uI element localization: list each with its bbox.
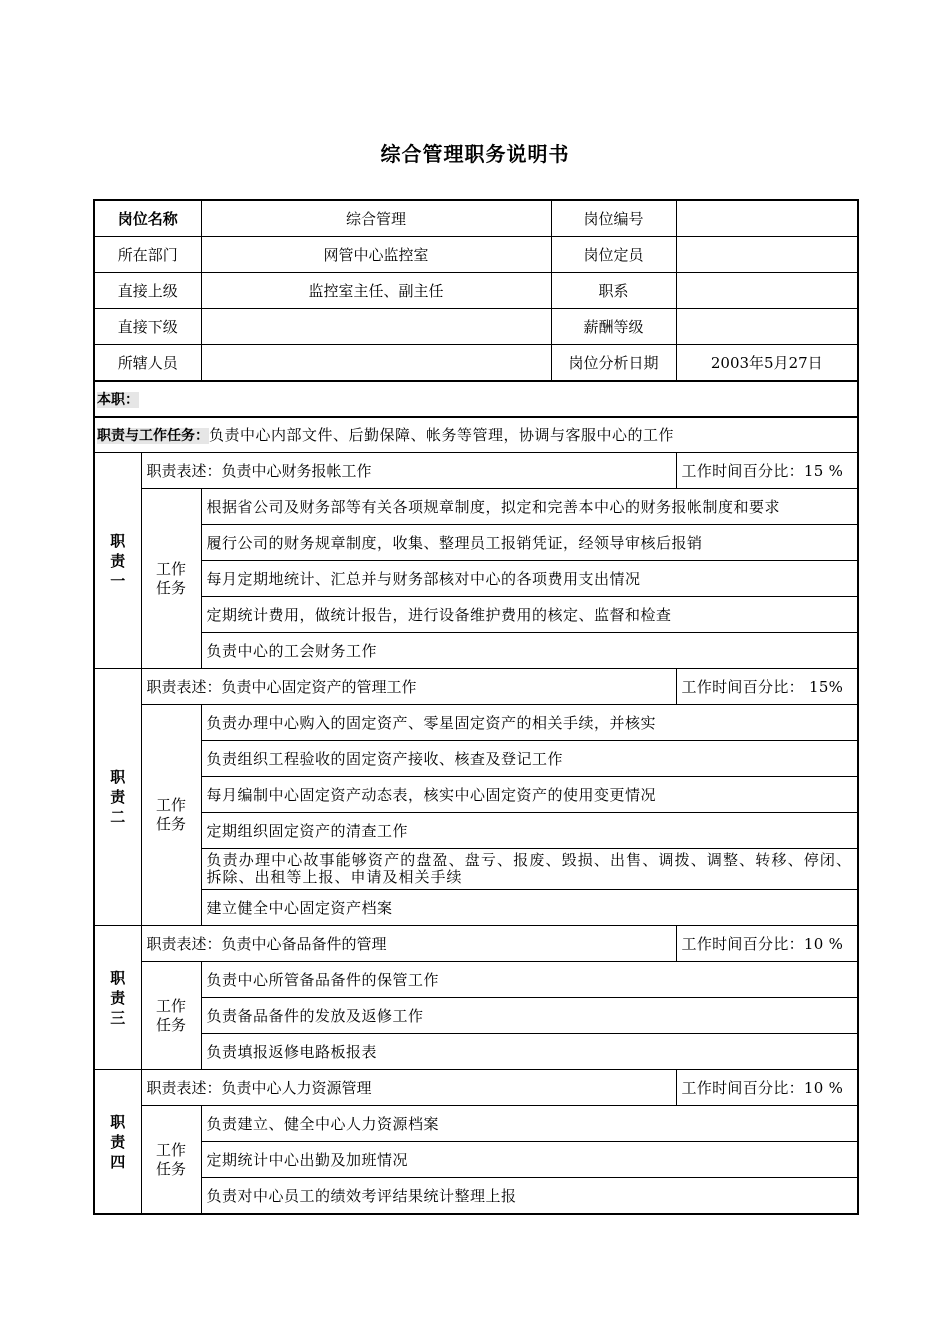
duties-summary-text: 负责中心内部文件、后勤保障、帐务等管理，协调与客服中心的工作 — [209, 425, 675, 444]
superior-value: 监控室主任、副主任 — [201, 273, 551, 309]
task-row — [94, 741, 858, 777]
duty-2-task-5: 负责办理中心故事能够资产的盘盈、盘亏、报废、毁损、出售、调拨、调整、转移、停闭、拆除、出租等上报、申请及相关手续 — [201, 849, 858, 890]
analysis-date-value: 2003年5月27日 — [676, 345, 858, 382]
duty-3-task-1: 负责中心所管备品备件的保管工作 — [201, 962, 858, 998]
duty-2-task-4: 定期组织固定资产的清查工作 — [201, 813, 858, 849]
info-row-department — [94, 237, 858, 273]
analysis-date-label: 岗位分析日期 — [551, 345, 676, 382]
duty-3-label: 职 责 三 — [94, 926, 141, 1070]
duty-3-description: 职责表述：负责中心备品备件的管理 — [141, 926, 676, 962]
duty-4-description: 职责表述：负责中心人力资源管理 — [141, 1070, 676, 1106]
duty-3-desc-row — [94, 926, 858, 962]
duty-2-time-percent: 工作时间百分比： 15% — [676, 669, 858, 705]
position-number-label: 岗位编号 — [551, 200, 676, 237]
superior-label: 直接上级 — [94, 273, 201, 309]
task-row — [94, 1142, 858, 1178]
benzhi-row — [94, 381, 858, 417]
duty-1-description: 职责表述：负责中心财务报帐工作 — [141, 453, 676, 489]
task-row — [94, 561, 858, 597]
task-row — [94, 597, 858, 633]
task-row — [94, 633, 858, 669]
duty-3-task-label: 工作 任务 — [141, 962, 201, 1070]
duty-2-task-6: 建立健全中心固定资产档案 — [201, 890, 858, 926]
duty-2-task-3: 每月编制中心固定资产动态表，核实中心固定资产的使用变更情况 — [201, 777, 858, 813]
task-row — [94, 525, 858, 561]
duty-4-task-1: 负责建立、健全中心人力资源档案 — [201, 1106, 858, 1142]
subordinate-label: 直接下级 — [94, 309, 201, 345]
duty-2-task-2: 负责组织工程验收的固定资产接收、核查及登记工作 — [201, 741, 858, 777]
duty-2-task-1: 负责办理中心购入的固定资产、零星固定资产的相关手续，并核实 — [201, 705, 858, 741]
duty-1-task-3: 每月定期地统计、汇总并与财务部核对中心的各项费用支出情况 — [201, 561, 858, 597]
task-row — [94, 1106, 858, 1142]
duty-1-task-label: 工作 任务 — [141, 489, 201, 669]
task-row — [94, 705, 858, 741]
task-row — [94, 1034, 858, 1070]
task-row — [94, 890, 858, 926]
duty-4-task-2: 定期统计中心出勤及加班情况 — [201, 1142, 858, 1178]
duty-2-desc-row — [94, 669, 858, 705]
duty-1-time-percent: 工作时间百分比：15 % — [676, 453, 858, 489]
duty-4-time-percent: 工作时间百分比：10 % — [676, 1070, 858, 1106]
duty-4-task-3: 负责对中心员工的绩效考评结果统计整理上报 — [201, 1178, 858, 1215]
department-value: 网管中心监控室 — [201, 237, 551, 273]
task-row — [94, 849, 858, 890]
headcount-value — [676, 237, 858, 273]
duty-2-description: 职责表述：负责中心固定资产的管理工作 — [141, 669, 676, 705]
task-row — [94, 962, 858, 998]
job-description-table — [93, 199, 859, 1215]
duties-summary-row — [94, 417, 858, 453]
job-family-label: 职系 — [551, 273, 676, 309]
info-row-superior — [94, 273, 858, 309]
duty-3-time-percent: 工作时间百分比：10 % — [676, 926, 858, 962]
duties-label: 职责与工作任务： — [97, 427, 209, 444]
info-row-staff — [94, 345, 858, 382]
duty-1-task-1: 根据省公司及财务部等有关各项规章制度，拟定和完善本中心的财务报帐制度和要求 — [201, 489, 858, 525]
duty-1-task-5: 负责中心的工会财务工作 — [201, 633, 858, 669]
task-row — [94, 998, 858, 1034]
staff-label: 所辖人员 — [94, 345, 201, 382]
benzhi-label: 本职： — [97, 391, 139, 408]
duty-4-desc-row — [94, 1070, 858, 1106]
task-row — [94, 813, 858, 849]
page-title: 综合管理职务说明书 — [380, 142, 570, 166]
info-row-position-name — [94, 200, 858, 237]
position-name-label: 岗位名称 — [94, 200, 201, 237]
salary-grade-label: 薪酬等级 — [551, 309, 676, 345]
task-row — [94, 777, 858, 813]
duty-2-task-label: 工作 任务 — [141, 705, 201, 926]
salary-grade-value — [676, 309, 858, 345]
duty-2-label: 职 责 二 — [94, 669, 141, 926]
duty-4-task-label: 工作 任务 — [141, 1106, 201, 1215]
duty-3-task-2: 负责备品备件的发放及返修工作 — [201, 998, 858, 1034]
department-label: 所在部门 — [94, 237, 201, 273]
info-row-subordinate — [94, 309, 858, 345]
duty-1-task-4: 定期统计费用，做统计报告，进行设备维护费用的核定、监督和检查 — [201, 597, 858, 633]
duty-4-label: 职 责 四 — [94, 1070, 141, 1215]
task-row — [94, 1178, 858, 1215]
duty-3-task-3: 负责填报返修电路板报表 — [201, 1034, 858, 1070]
staff-value — [201, 345, 551, 382]
headcount-label: 岗位定员 — [551, 237, 676, 273]
duty-1-desc-row — [94, 453, 858, 489]
task-row — [94, 489, 858, 525]
subordinate-value — [201, 309, 551, 345]
job-family-value — [676, 273, 858, 309]
duty-1-task-2: 履行公司的财务规章制度，收集、整理员工报销凭证，经领导审核后报销 — [201, 525, 858, 561]
duty-1-label: 职 责 一 — [94, 453, 141, 669]
position-name-value: 综合管理 — [201, 200, 551, 237]
position-number-value — [676, 200, 858, 237]
